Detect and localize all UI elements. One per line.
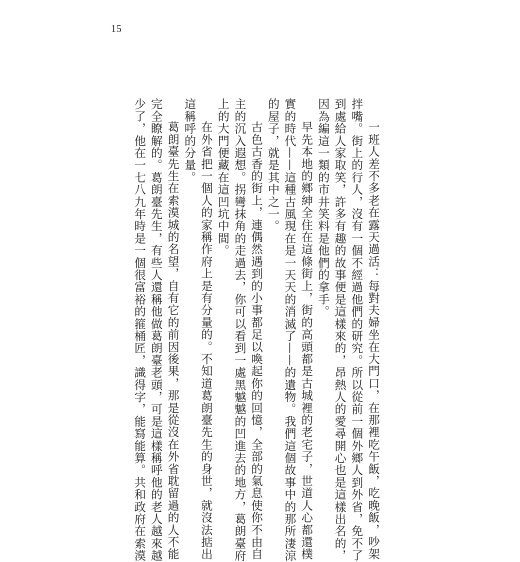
text-column: 早先本地的鄉紳全住在這條街上，街的高頭都是古城裡的老宅子，世道人心都還樸 [300, 121, 315, 561]
text-column: 少了，他在一七八九年時是一個很富裕的箍桶匠，識得字，能寫能算。共和政府在索漠 [133, 98, 148, 562]
text-column: 完全瞭解的。葛朗臺先生，有些人還稱他做葛朗臺老頭，可是這樣稱呼他的老人越來越 [149, 98, 164, 562]
text-column: 這稱呼的分量。 [183, 98, 198, 184]
text-column: 因為編這一類的市井笑料是他們的拿手。 [316, 98, 331, 318]
text-column: 主的沉入遐想。拐彎抹角的走過去，你可以看到一處黑魆魆的凹進去的地方，葛朗臺府 [233, 98, 248, 562]
text-column: 拌嘴。街上的行人，沒有一個不經過他們的研究。所以從前一個外鄉人到外省，免不了 [350, 98, 365, 562]
text-column: 葛朗臺先生在索漠城的名望，自有它的前因後果，那是從沒在外省耽留過的人不能 [166, 121, 181, 561]
text-column: 一班人差不多老在露天過活：每對夫婦坐在大門口，在那裡吃午飯，吃晚飯，吵架 [367, 121, 381, 561]
text-column: 實的時代——這種古風現在是一天天的消滅了——的遺物。我們這個故事中的那所淒涼 [283, 98, 298, 562]
text-column: 到處給人家取笑，許多有趣的故事便是這樣來的，昂熱人的愛尋開心也是這樣出名的， [333, 98, 348, 562]
text-column: 古色古香的街上，連偶然遇到的小事都足以喚起你的回憶，全部的氣息使你不由自 [250, 121, 265, 561]
text-column: 的屋子，就是其中之一。 [266, 98, 281, 233]
text-column: 上的大門便藏在這凹坑中間。 [216, 98, 231, 257]
vertical-text-block [131, 98, 382, 562]
text-column: 在外省把一個人的家稱作府上是有分量的。不知道葛朗臺先生的身世，就沒法掂出 [199, 121, 214, 561]
page-number: 15 [111, 24, 122, 35]
